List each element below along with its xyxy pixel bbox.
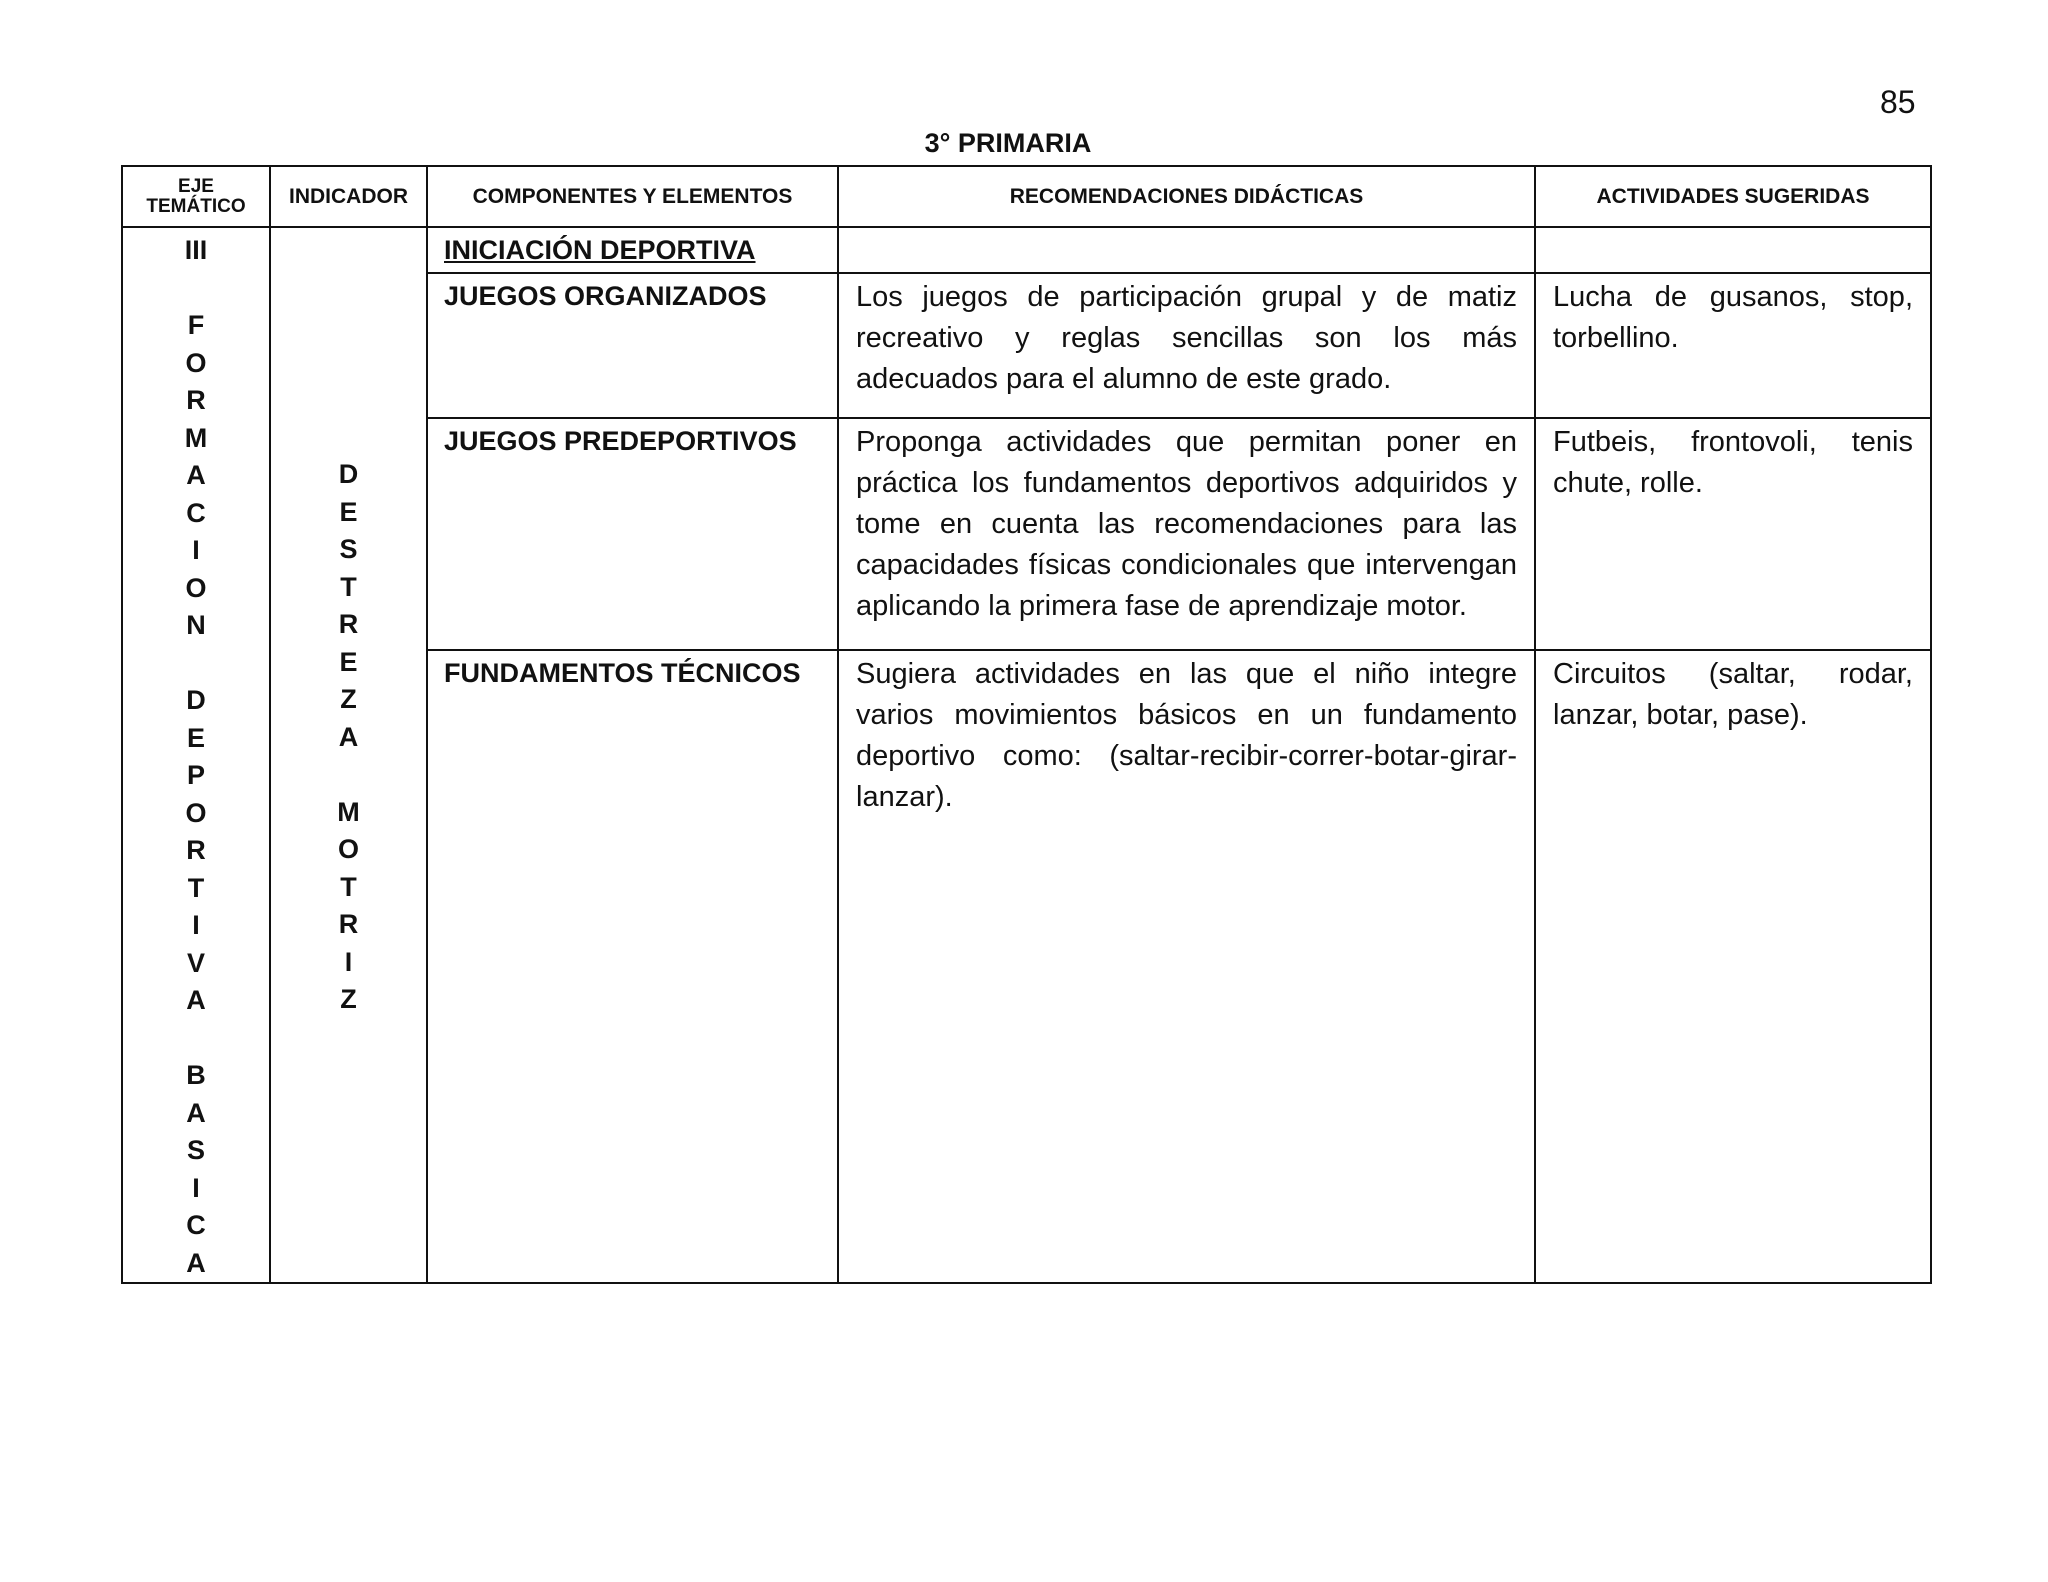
curriculum-table xyxy=(121,165,1932,1284)
recommendation-cell: Sugiera actividades en las que el niño integre varios movimientos básicos en un fundamento deportivo como: (saltar-recibir-correr-botar-girar-lanzar). xyxy=(838,650,1535,1283)
eje-letter: S xyxy=(186,1135,205,1165)
indicador-letter: S xyxy=(339,534,358,564)
eje-letter: A xyxy=(186,1247,206,1278)
eje-letter xyxy=(123,645,269,683)
indicador-letter: R xyxy=(338,609,359,639)
eje-letter: A xyxy=(186,460,206,490)
eje-letter xyxy=(123,1020,269,1058)
activities-cell: Lucha de gusanos, stop, torbellino. xyxy=(1535,273,1931,418)
indicador-letter: M xyxy=(337,796,360,827)
recommendation-cell: Los juegos de participación grupal y de matiz recreativo y reglas sencillas son los más adecuados para el alumno de este grado. xyxy=(838,273,1535,418)
component-title: INICIACIÓN DEPORTIVA xyxy=(444,235,756,265)
eje-letter: I xyxy=(192,910,200,940)
eje-letter: C xyxy=(186,1210,206,1240)
empty-cell xyxy=(838,227,1535,273)
header-eje-line1: EJE xyxy=(178,175,214,197)
eje-letter: P xyxy=(186,760,205,790)
header-actividades: ACTIVIDADES SUGERIDAS xyxy=(1535,166,1931,227)
eje-letter: R xyxy=(186,385,206,415)
indicador-letter: Z xyxy=(340,684,357,714)
eje-letter: I xyxy=(192,1172,200,1203)
indicador-letters xyxy=(271,456,426,1019)
header-componentes: COMPONENTES Y ELEMENTOS xyxy=(427,166,838,227)
header-eje-tematico xyxy=(122,166,270,227)
eje-letter: F xyxy=(187,310,205,340)
page-number: 85 xyxy=(1880,84,1916,120)
indicador-letter: R xyxy=(338,909,359,939)
header-recomendaciones: RECOMENDACIONES DIDÁCTICAS xyxy=(838,166,1535,227)
indicador-letter xyxy=(271,756,426,794)
eje-letters xyxy=(123,270,269,1283)
eje-letter: I xyxy=(192,535,200,565)
activities-cell: Futbeis, frontovoli, tenis chute, rolle. xyxy=(1535,418,1931,650)
eje-letter: C xyxy=(186,497,206,528)
eje-letter: O xyxy=(185,572,207,603)
indicador-letter: D xyxy=(338,459,359,489)
eje-letter: O xyxy=(185,347,207,378)
indicador-letter: Z xyxy=(340,984,357,1014)
component-cell: FUNDAMENTOS TÉCNICOS xyxy=(427,650,838,1283)
component-cell: JUEGOS PREDEPORTIVOS xyxy=(427,418,838,650)
indicador-letter: E xyxy=(339,496,358,527)
eje-letter: B xyxy=(186,1060,206,1090)
indicador-letter: T xyxy=(340,871,357,902)
header-row xyxy=(122,166,1931,227)
eje-letter: M xyxy=(184,422,208,453)
eje-letter: A xyxy=(186,985,206,1015)
indicador-cell xyxy=(270,227,427,1283)
table-row xyxy=(122,227,1931,273)
indicador-letter: A xyxy=(338,721,359,752)
eje-letter: R xyxy=(186,835,206,865)
eje-letter: D xyxy=(186,685,206,715)
header-eje-line2: TEMÁTICO xyxy=(146,195,246,217)
eje-letter: V xyxy=(186,947,205,978)
recommendation-cell: Proponga actividades que permitan poner en práctica los fundamentos deportivos adquiridos y tome en cuenta las recomendaciones para las capacidades físicas condicionales que intervengan aplicando la primera fase de aprendizaje motor. xyxy=(838,418,1535,650)
eje-letter: E xyxy=(186,722,205,753)
grade-title: 3° PRIMARIA xyxy=(924,128,1092,158)
component-title-cell xyxy=(427,227,838,273)
eje-letter: A xyxy=(186,1097,206,1128)
component-cell: JUEGOS ORGANIZADOS xyxy=(427,273,838,418)
eje-numeral: III xyxy=(184,235,208,265)
indicador-letter: E xyxy=(339,646,358,677)
eje-letter xyxy=(123,270,269,308)
indicador-letter: I xyxy=(344,946,353,977)
empty-cell xyxy=(1535,227,1931,273)
eje-tematico-cell xyxy=(122,227,270,1283)
indicador-letter: T xyxy=(340,571,357,602)
eje-letter: O xyxy=(185,797,207,828)
header-indicador: INDICADOR xyxy=(270,166,427,227)
indicador-letter: O xyxy=(337,834,359,864)
activities-cell: Circuitos (saltar, rodar, lanzar, botar, pase). xyxy=(1535,650,1931,1283)
eje-letter: N xyxy=(186,610,206,640)
eje-letter: T xyxy=(187,872,205,903)
